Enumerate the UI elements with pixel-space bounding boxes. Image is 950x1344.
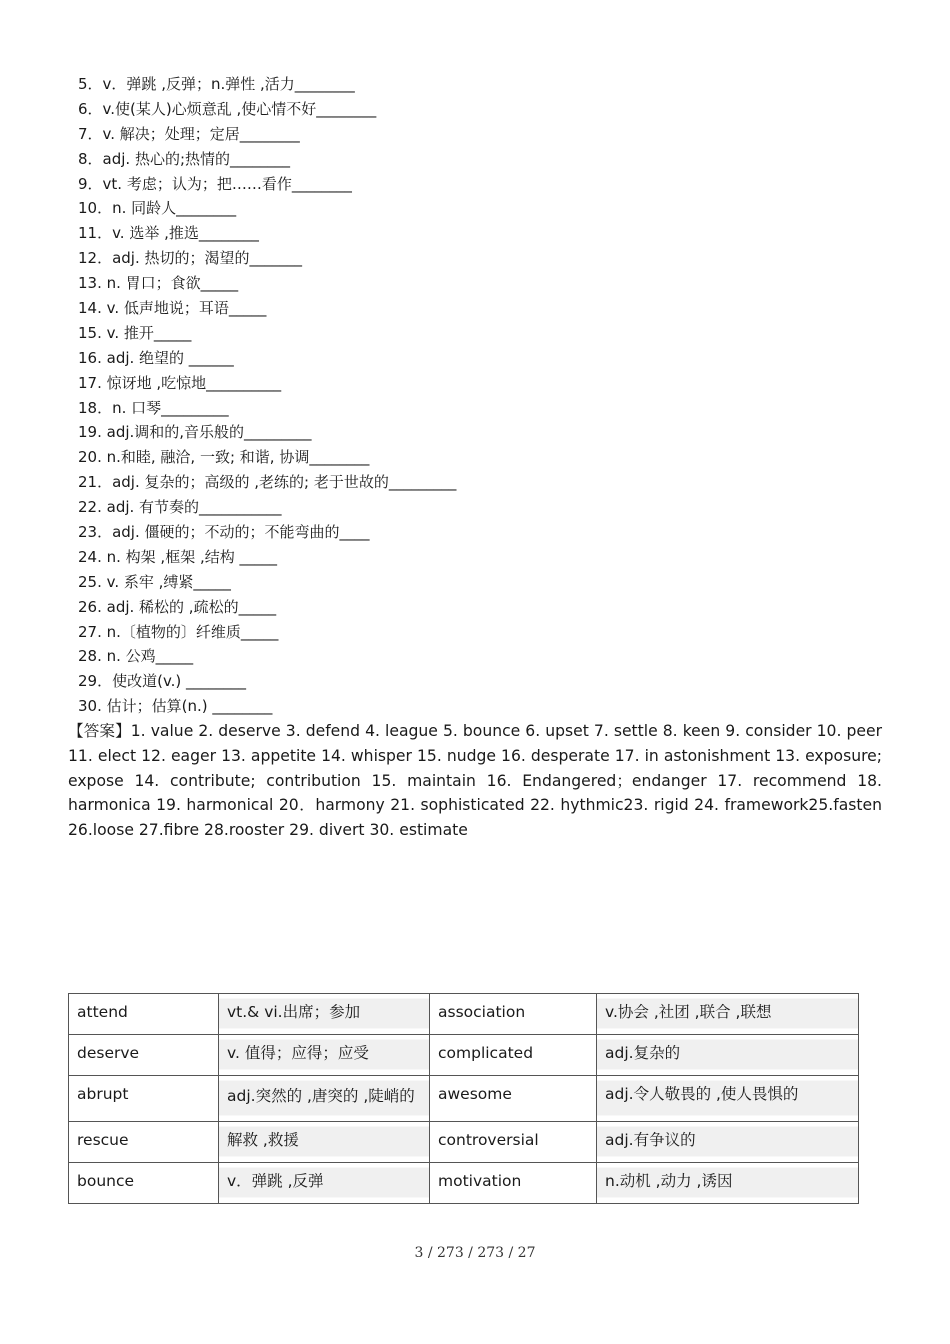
question-item: 30. 估计；估算(n.) ________	[78, 697, 273, 716]
question-item: 29．使改道(v.) ________	[78, 672, 247, 691]
question-item: 25. v. 系牢 ,缚紧_____	[78, 572, 231, 591]
question-list	[78, 72, 456, 719]
definition-cell: adj.突然的 ,唐突的 ,陡峭的	[219, 1076, 430, 1122]
vocabulary-table	[68, 993, 859, 1204]
word-cell: bounce	[69, 1163, 219, 1204]
definition-cell: v. 值得；应得；应受	[219, 1035, 430, 1076]
word-cell: attend	[69, 994, 219, 1035]
question-item: 21．adj. 复杂的；高级的 ,老练的; 老于世故的_________	[78, 473, 457, 492]
question-item: 23．adj. 僵硬的；不动的；不能弯曲的____	[78, 523, 370, 542]
question-item: 24. n. 构架 ,框架 ,结构 _____	[78, 547, 278, 566]
question-item: 10．n. 同龄人________	[78, 199, 237, 218]
definition-cell: adj.有争议的	[597, 1122, 859, 1163]
word-cell: motivation	[430, 1163, 597, 1204]
definition-cell: adj.令人敬畏的 ,使人畏惧的	[597, 1076, 859, 1122]
question-item: 9．vt. 考虑；认为；把……看作________	[78, 174, 352, 193]
question-item: 17. 惊讶地 ,吃惊地__________	[78, 373, 282, 392]
question-item: 12．adj. 热切的；渴望的_______	[78, 249, 303, 268]
word-cell: controversial	[430, 1122, 597, 1163]
table-row	[69, 1035, 859, 1076]
question-item: 7．v. 解决；处理；定居________	[78, 124, 300, 143]
definition-cell: v．弹跳 ,反弹	[219, 1163, 430, 1204]
word-cell: deserve	[69, 1035, 219, 1076]
question-item: 5．v．弹跳 ,反弹；n.弹性 ,活力________	[78, 75, 355, 93]
word-cell: awesome	[430, 1076, 597, 1122]
question-item: 27. n.〔植物的〕纤维质_____	[78, 622, 279, 641]
question-item: 15. v. 推开_____	[78, 323, 192, 342]
question-item: 8．adj. 热心的;热情的________	[78, 149, 291, 168]
definition-cell: vt.& vi.出席；参加	[219, 994, 430, 1035]
question-item: 26. adj. 稀松的 ,疏松的_____	[78, 597, 277, 616]
word-cell: complicated	[430, 1035, 597, 1076]
question-item: 19. adj.调和的,音乐般的_________	[78, 423, 312, 442]
word-cell: association	[430, 994, 597, 1035]
question-item: 20. n.和睦, 融洽, 一致; 和谐, 协调________	[78, 448, 370, 467]
question-item: 14. v. 低声地说；耳语_____	[78, 299, 267, 318]
word-cell: rescue	[69, 1122, 219, 1163]
question-item: 28. n. 公鸡_____	[78, 647, 194, 666]
definition-cell: v.协会 ,社团 ,联合 ,联想	[597, 994, 859, 1035]
question-item: 18．n. 口琴_________	[78, 398, 229, 417]
definition-cell: n.动机 ,动力 ,诱因	[597, 1163, 859, 1204]
answer-key: 【答案】1. value 2. deserve 3. defend 4. league 5. bounce 6. upset 7. settle 8. keen 9. consider 10. peer 11. elect 12. eager 13. appetite 14. whisper 15. nudge 16. desperate 17. in astonishment 13. exposure; expose 14. contribute; contribution 15. maintain 16. Endangered；endanger 17. recommend 18. harmonica 19. harmonical 20．harmony 21. sophisticated 22. hythmic23. rigid 24. framework25.fasten 26.loose 27.fibre 28.rooster 29. divert 30. estimate	[68, 722, 882, 840]
table-row	[69, 994, 859, 1035]
table-row	[69, 1163, 859, 1204]
question-item: 11．v. 选举 ,推选________	[78, 224, 259, 243]
question-item: 22. adj. 有节奏的___________	[78, 498, 282, 517]
table-row	[69, 1076, 859, 1122]
question-item: 16. adj. 绝望的 ______	[78, 348, 234, 367]
definition-cell: adj.复杂的	[597, 1035, 859, 1076]
page-number: 3 / 273 / 273 / 27	[414, 1245, 536, 1261]
definition-cell: 解救 ,救援	[219, 1122, 430, 1163]
question-item: 13. n. 胃口；食欲_____	[78, 274, 239, 293]
table-row	[69, 1122, 859, 1163]
question-item: 6．v.使(某人)心烦意乱 ,使心情不好________	[78, 99, 377, 118]
word-cell: abrupt	[69, 1076, 219, 1122]
